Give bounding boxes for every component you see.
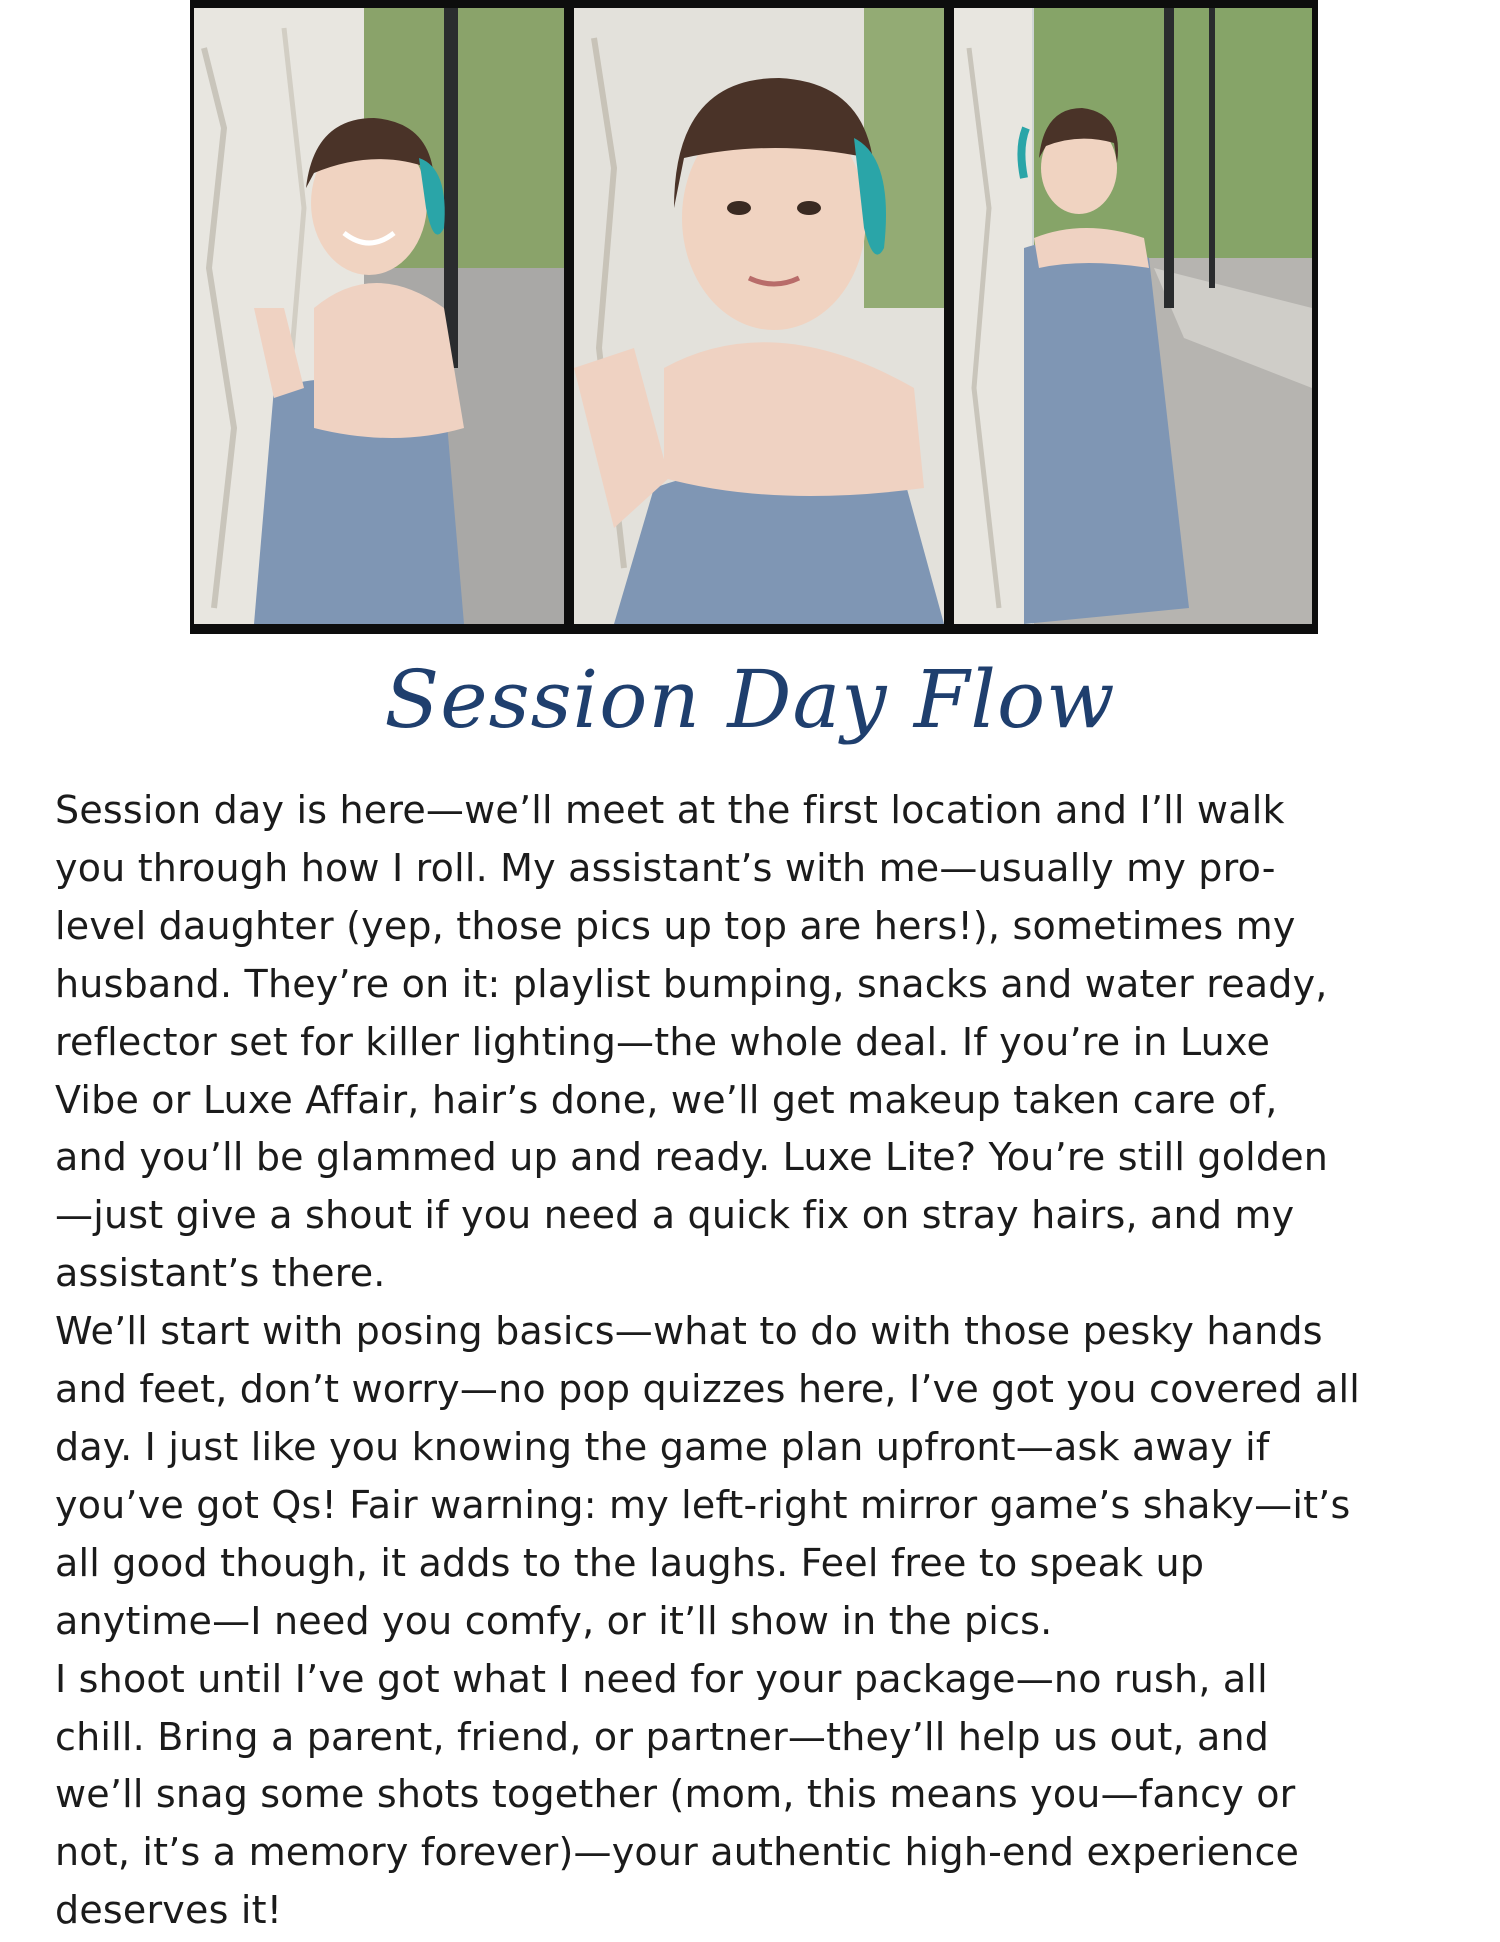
text-line: you’ve got Qs! Fair warning: my left-right mirror game’s shaky—it’s (55, 1482, 1351, 1527)
paragraph-posing (55, 1303, 1455, 1650)
text-line: husband. They’re on it: playlist bumping, snacks and water ready, (55, 961, 1328, 1006)
photo-strip (190, 0, 1318, 634)
text-line: chill. Bring a parent, friend, or partner—they’ll help us out, and (55, 1714, 1270, 1759)
paragraph-arrival (55, 782, 1455, 1303)
paragraph-shooting (55, 1651, 1455, 1941)
text-line: —just give a shout if you need a quick fix on stray hairs, and my (55, 1193, 1295, 1238)
text-line: anytime—I need you comfy, or it’ll show in the pics. (55, 1598, 1053, 1643)
text-line: we’ll snag some shots together (mom, this means you—fancy or (55, 1772, 1296, 1817)
photo-portrait-smiling (194, 8, 564, 624)
text-line: all good though, it adds to the laughs. Feel free to speak up (55, 1540, 1205, 1585)
text-line: day. I just like you knowing the game plan upfront—ask away if (55, 1424, 1270, 1469)
text-line: I shoot until I’ve got what I need for your package—no rush, all (55, 1656, 1268, 1701)
text-line: not, it’s a memory forever)—your authentic high-end experience (55, 1830, 1300, 1875)
text-line: Vibe or Luxe Affair, hair’s done, we’ll get makeup taken care of, (55, 1077, 1278, 1122)
text-line: you through how I roll. My assistant’s with me—usually my pro- (55, 845, 1276, 890)
photo-portrait-full-length (954, 8, 1312, 624)
text-line: reflector set for killer lighting—the whole deal. If you’re in Luxe (55, 1019, 1271, 1064)
text-line: and feet, don’t worry—no pop quizzes here, I’ve got you covered all (55, 1367, 1361, 1412)
text-line: deserves it! (55, 1888, 283, 1933)
photo-portrait-close-up (574, 8, 944, 624)
text-line: level daughter (yep, those pics up top are hers!), sometimes my (55, 903, 1296, 948)
page-title: Session Day Flow (384, 653, 1116, 746)
text-line: assistant’s there. (55, 1251, 386, 1296)
body-text (55, 782, 1455, 1940)
text-line: Session day is here—we’ll meet at the first location and I’ll walk (55, 788, 1285, 832)
text-line: We’ll start with posing basics—what to do with those pesky hands (55, 1309, 1323, 1354)
text-line: and you’ll be glammed up and ready. Luxe Lite? You’re still golden (55, 1135, 1329, 1180)
